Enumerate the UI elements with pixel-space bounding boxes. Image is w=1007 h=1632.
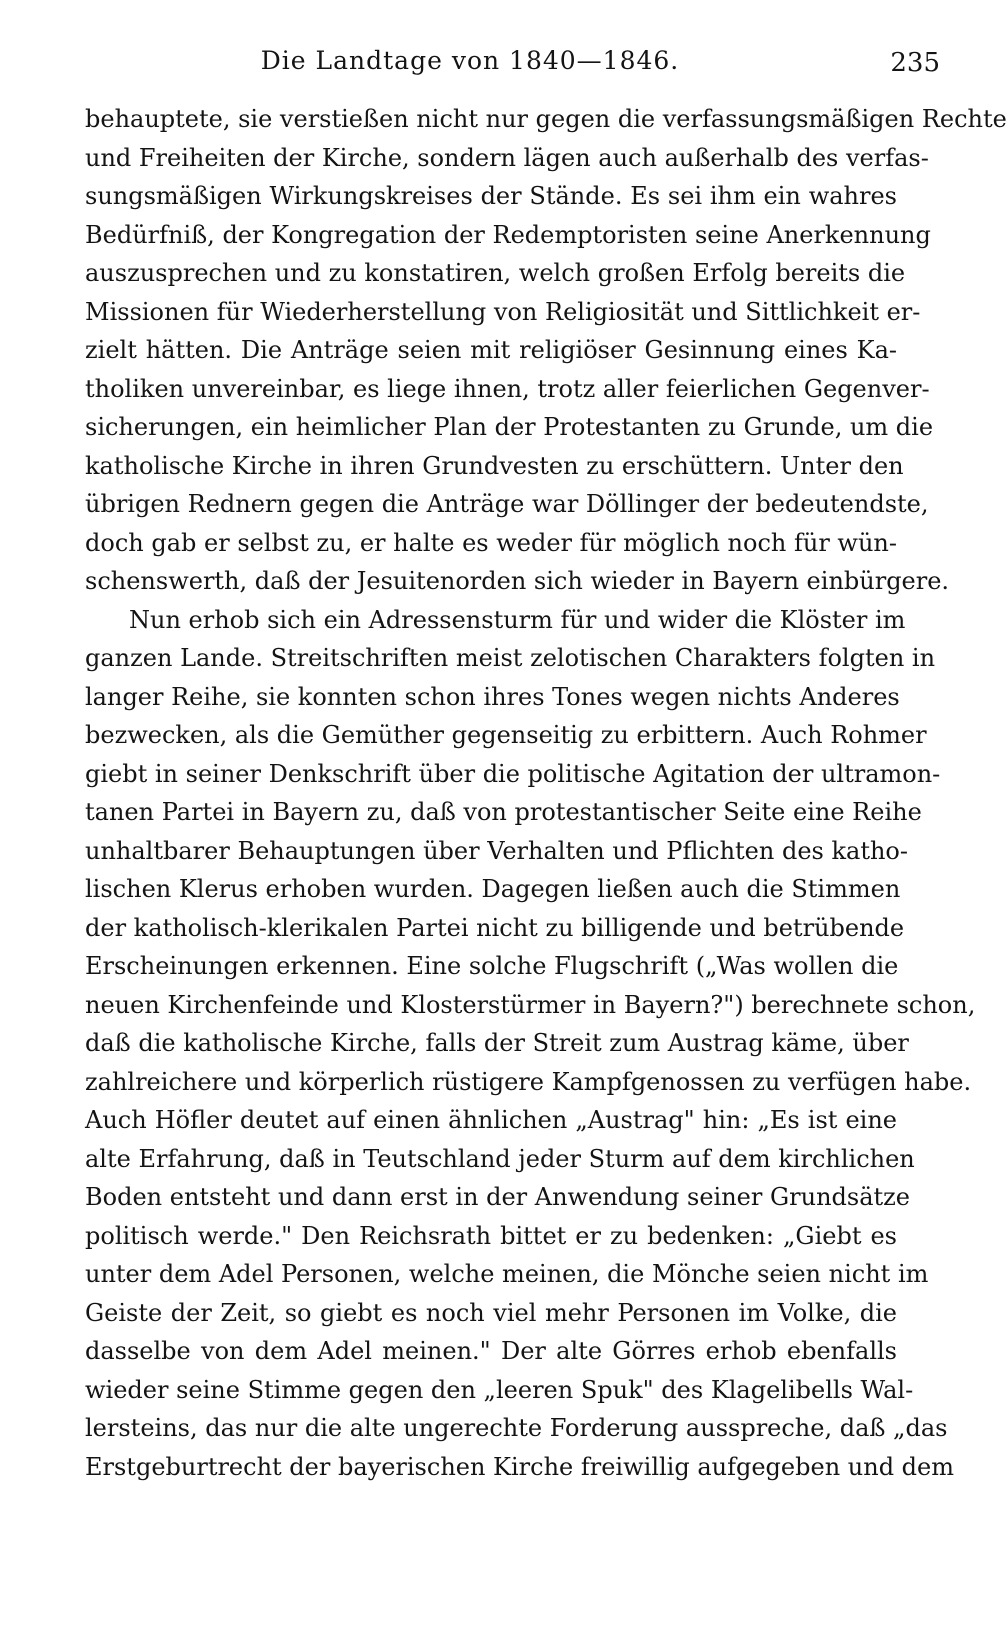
text-line: und Freiheiten der Kirche, sondern lägen auch außerhalb des verfas- (85, 143, 929, 172)
text-line: lischen Klerus erhoben wurden. Dagegen ließen auch die Stimmen (85, 875, 901, 903)
text-line: doch gab er selbst zu, er halte es weder für möglich noch für wün- (85, 528, 897, 557)
text-line: zielt hätten. Die Anträge seien mit religiöser Gesinnung eines Ka- (85, 336, 897, 364)
text-line: übrigen Rednern gegen die Anträge war Döllinger der bedeutendste, (85, 490, 929, 518)
text-line: Bedürfniß, der Kongregation der Redemptoristen seine Anerkennung (85, 220, 931, 249)
text-line: behauptete, sie verstießen nicht nur gegen die verfassungsmäßigen Rechte (85, 105, 1007, 133)
text-line: zahlreichere und körperlich rüstigere Kampfgenossen zu verfügen habe. (85, 1067, 972, 1096)
text-line: lersteins, das nur die alte ungerechte Forderung ausspreche, daß „das (85, 1414, 948, 1442)
text-line: giebt in seiner Denkschrift über die politische Agitation der ultramon- (85, 759, 941, 788)
running-title: Die Landtage von 1840—1846. (260, 46, 680, 75)
text-line: alte Erfahrung, daß in Teutschland jeder Sturm auf dem kirchlichen (85, 1144, 915, 1173)
text-line: sicherungen, ein heimlicher Plan der Protestanten zu Grunde, um die (85, 413, 934, 441)
text-line: wieder seine Stimme gegen den „leeren Spuk" des Klagelibells Wal- (85, 1375, 914, 1404)
text-line: unter dem Adel Personen, welche meinen, die Mönche seien nicht im (85, 1260, 929, 1288)
text-line: sungsmäßigen Wirkungskreises der Stände. Es sei ihm ein wahres (85, 182, 897, 210)
text-line: langer Reihe, sie konnten schon ihres Tones wegen nichts Anderes (85, 682, 900, 711)
running-header (80, 40, 940, 80)
text-line: tanen Partei in Bayern zu, daß von protestantischer Seite eine Reihe (85, 798, 922, 826)
paragraph (85, 100, 1007, 601)
text-line: daß die katholische Kirche, falls der Streit zum Austrag käme, über (85, 1029, 909, 1057)
body-text (85, 100, 1007, 1486)
text-line: auszusprechen und zu konstatiren, welch großen Erfolg bereits die (85, 259, 906, 287)
text-line: katholische Kirche in ihren Grundvesten zu erschüttern. Unter den (85, 451, 904, 480)
text-line: Auch Höfler deutet auf einen ähnlichen „Austrag" hin: „Es ist eine (85, 1106, 897, 1134)
text-line: tholiken unvereinbar, es liege ihnen, trotz aller feierlichen Gegenver- (85, 374, 930, 403)
text-line: Missionen für Wiederherstellung von Religiosität und Sittlichkeit er- (85, 297, 921, 326)
text-line: ganzen Lande. Streitschriften meist zelotischen Charakters folgten in (85, 644, 936, 672)
paragraph (85, 601, 976, 1487)
text-line: neuen Kirchenfeinde und Klosterstürmer in Bayern?") berechnete schon, (85, 990, 976, 1019)
text-line: Nun erhob sich ein Adressensturm für und wider die Klöster im (129, 605, 906, 634)
text-line: Geiste der Zeit, so giebt es noch viel mehr Personen im Volke, die (85, 1298, 897, 1327)
text-line: dasselbe von dem Adel meinen." Der alte Görres erhob ebenfalls (85, 1337, 897, 1365)
text-line: Boden entsteht und dann erst in der Anwendung seiner Grundsätze (85, 1183, 911, 1211)
text-line: unhaltbarer Behauptungen über Verhalten und Pflichten des katho- (85, 836, 908, 865)
text-line: bezwecken, als die Gemüther gegenseitig zu erbittern. Auch Rohmer (85, 721, 927, 749)
text-line: der katholisch-klerikalen Partei nicht zu billigende und betrübende (85, 913, 905, 942)
page-number: 235 (890, 48, 940, 78)
text-line: Erstgeburtrecht der bayerischen Kirche freiwillig aufgegeben und dem (85, 1452, 955, 1481)
text-line: politisch werde." Den Reichsrath bittet er zu bedenken: „Giebt es (85, 1221, 897, 1250)
text-line: schenswerth, daß der Jesuitenorden sich wieder in Bayern einbürgere. (85, 567, 950, 595)
text-line: Erscheinungen erkennen. Eine solche Flugschrift („Was wollen die (85, 952, 899, 980)
